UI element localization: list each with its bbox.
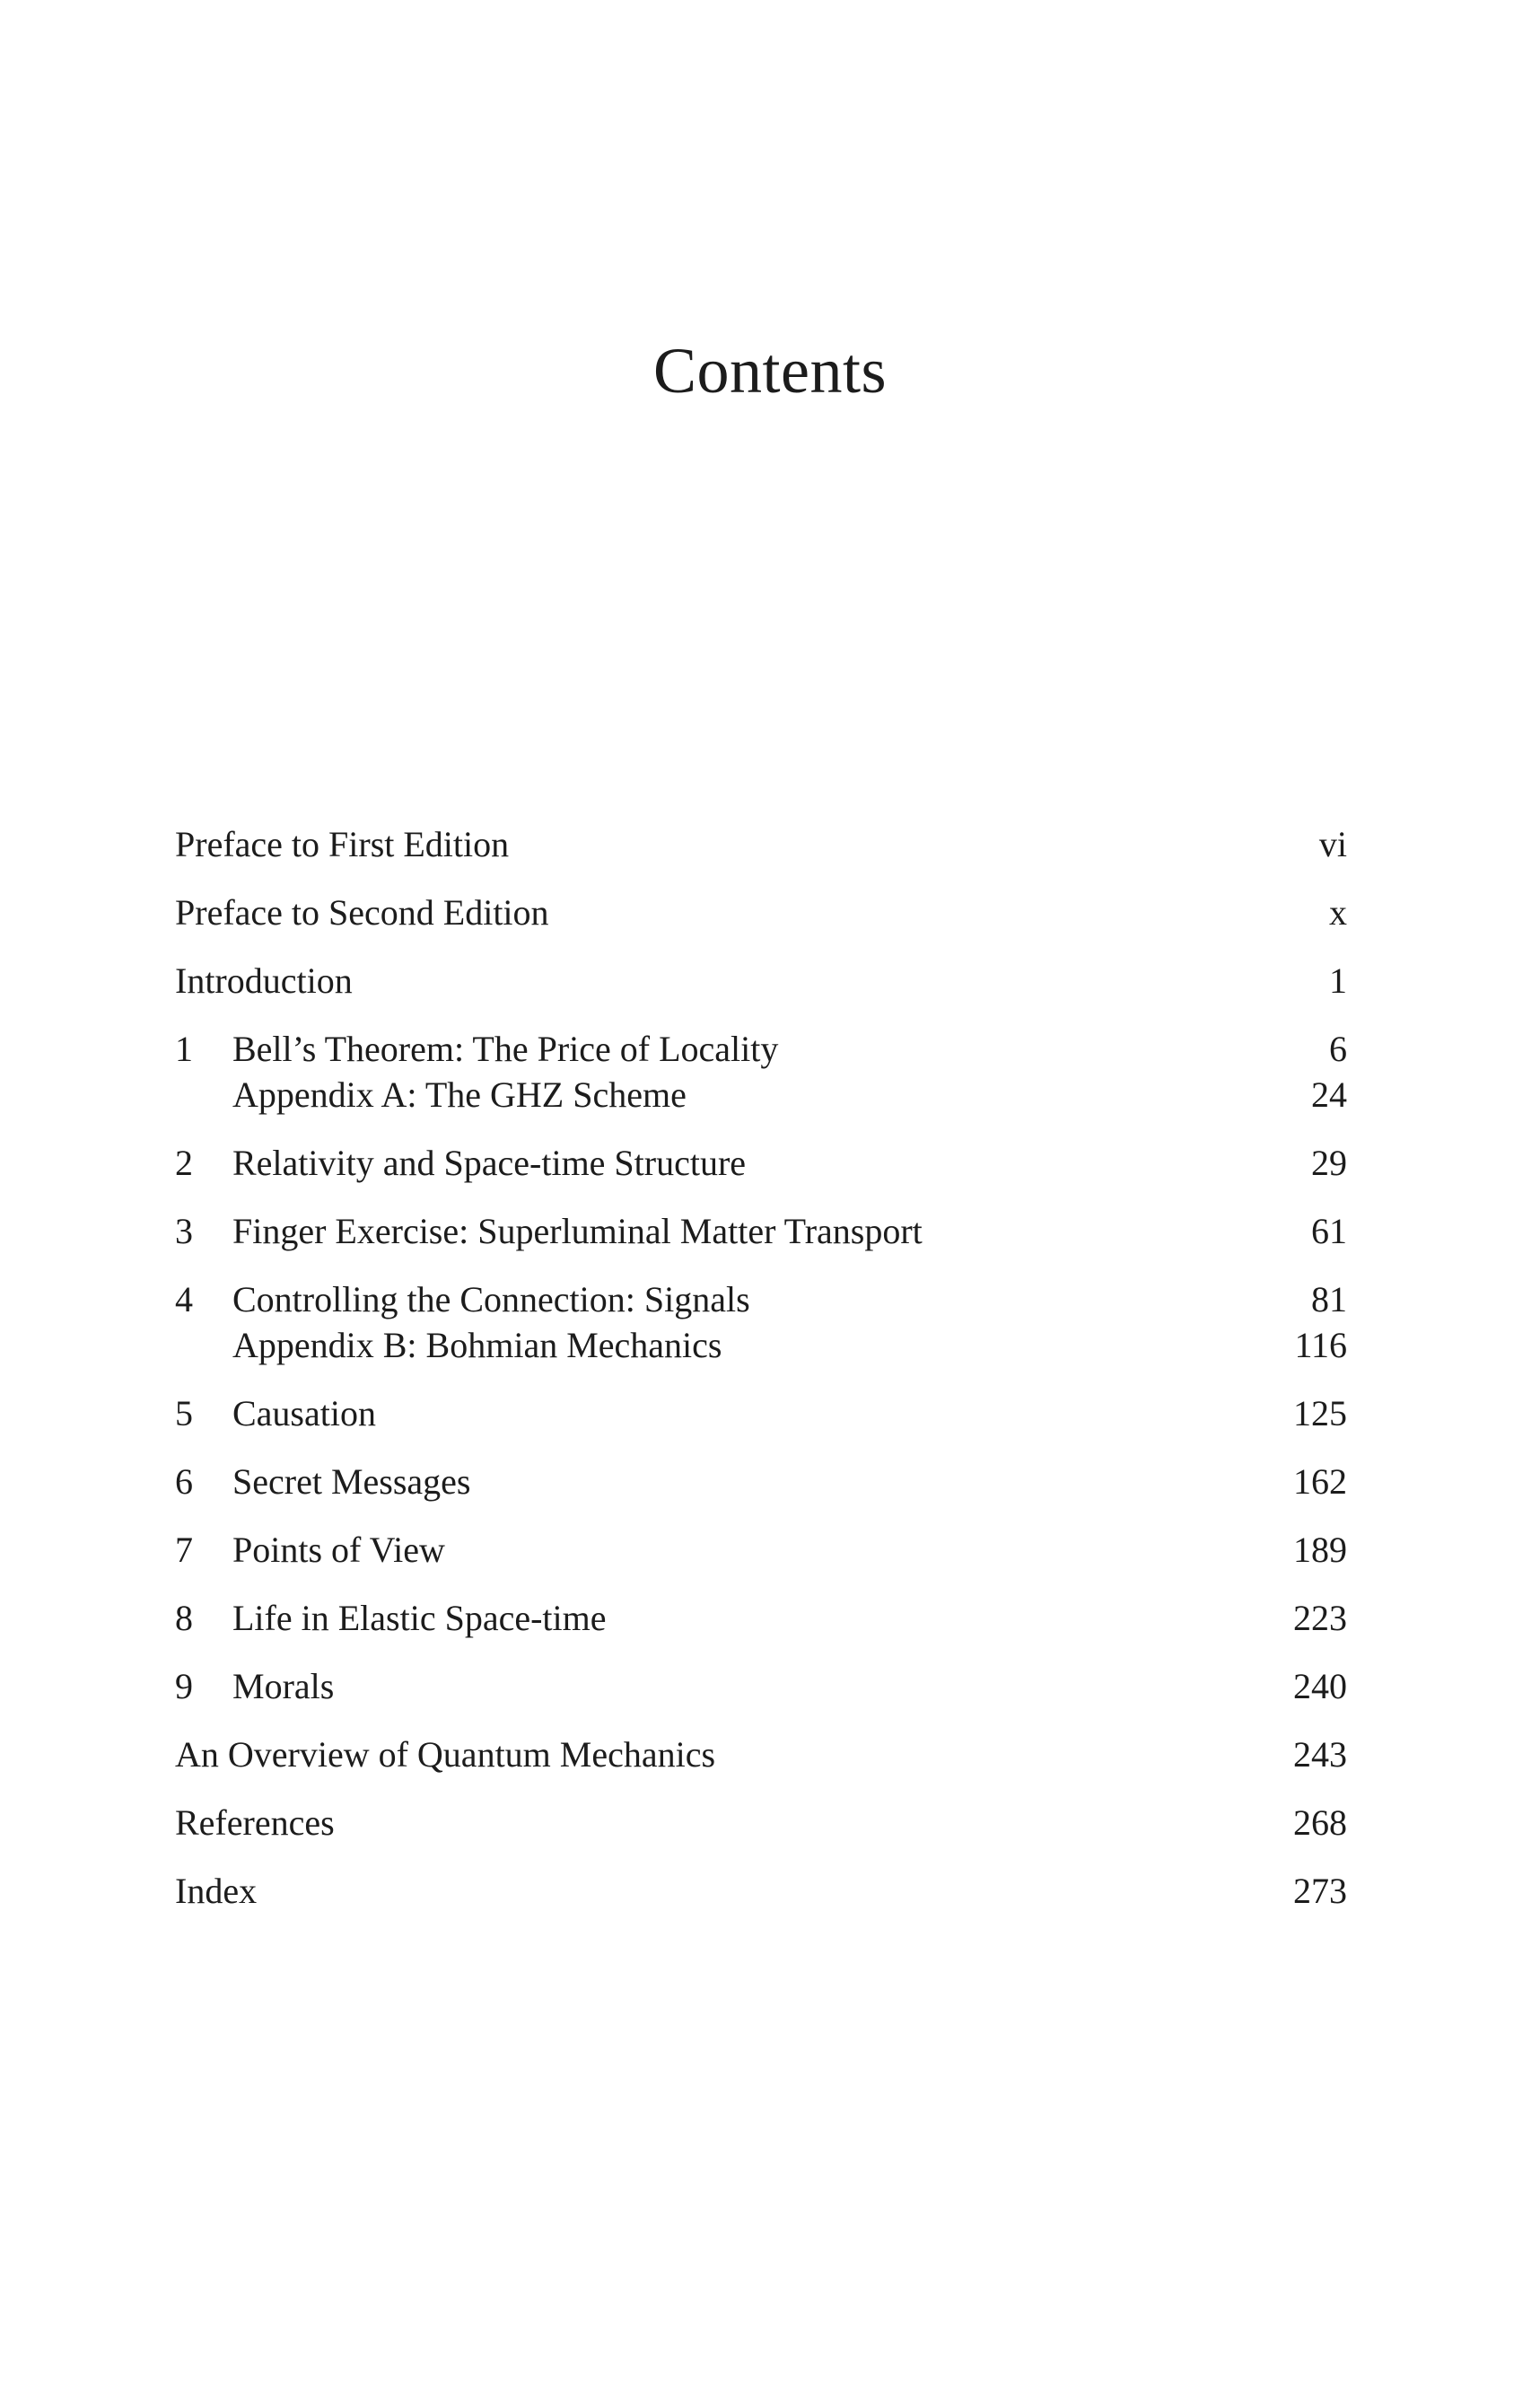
page-number: 116 — [1294, 1325, 1347, 1365]
entry-title: Points of View — [232, 1530, 445, 1570]
toc-entry-line — [175, 1026, 1347, 1072]
chapter-number: 3 — [175, 1211, 193, 1251]
toc-entry — [175, 821, 1347, 867]
toc-entry-line — [175, 1459, 1347, 1504]
page-number: 29 — [1311, 1143, 1347, 1183]
page-number: 81 — [1311, 1279, 1347, 1319]
toc-entry-line — [175, 1527, 1347, 1573]
entry-title: Causation — [232, 1393, 376, 1433]
page-number: 6 — [1329, 1029, 1347, 1069]
page-title: Contents — [652, 335, 887, 407]
entry-title: Bell’s Theorem: The Price of Locality — [232, 1029, 779, 1069]
toc-entry — [175, 1595, 1347, 1641]
page-number: x — [1329, 892, 1347, 933]
chapter-number: 4 — [175, 1279, 193, 1319]
chapter-number: 9 — [175, 1666, 193, 1706]
toc-entry — [175, 958, 1347, 1004]
toc-entry — [175, 1663, 1347, 1709]
toc-entry-line — [175, 1868, 1347, 1914]
toc-entry-line — [175, 890, 1347, 935]
chapter-number: 6 — [175, 1461, 193, 1502]
chapter-number: 1 — [175, 1029, 193, 1069]
chapter-number: 7 — [175, 1530, 193, 1570]
entry-title: Preface to First Edition — [175, 824, 510, 864]
entry-title: Morals — [232, 1666, 335, 1706]
entry-title: Secret Messages — [232, 1461, 471, 1502]
toc-entry — [175, 1527, 1347, 1573]
toc-entry-line — [175, 1731, 1347, 1777]
entry-title: An Overview of Quantum Mechanics — [175, 1734, 716, 1775]
toc-entry-line — [175, 1276, 1347, 1322]
chapter-number: 5 — [175, 1393, 193, 1433]
toc-subentry-line — [175, 1072, 1347, 1118]
toc-entry-line — [175, 821, 1347, 867]
toc-entry — [175, 1390, 1347, 1436]
toc-entry — [175, 1026, 1347, 1118]
toc-entry-line — [175, 1663, 1347, 1709]
entry-title: Preface to Second Edition — [175, 892, 549, 933]
entry-title: References — [175, 1802, 335, 1843]
toc-entry-line — [175, 1208, 1347, 1254]
entry-title: Controlling the Connection: Signals — [232, 1279, 750, 1319]
page-number: 223 — [1293, 1598, 1347, 1638]
toc-entry — [175, 1208, 1347, 1254]
page-number: 240 — [1293, 1666, 1347, 1706]
page-number: 189 — [1293, 1530, 1347, 1570]
entry-title: Relativity and Space-time Structure — [232, 1143, 747, 1183]
toc-entry-line — [175, 1140, 1347, 1186]
chapter-number: 8 — [175, 1598, 193, 1638]
page-number: 243 — [1293, 1734, 1347, 1775]
toc-entry-line — [175, 958, 1347, 1004]
page-number: 24 — [1311, 1074, 1347, 1115]
entry-title: Appendix B: Bohmian Mechanics — [232, 1325, 722, 1365]
toc-entry-line — [175, 1800, 1347, 1845]
page-number: 125 — [1293, 1393, 1347, 1433]
page-number: 61 — [1311, 1211, 1347, 1251]
entry-title: Appendix A: The GHZ Scheme — [232, 1074, 687, 1115]
toc-entry — [175, 1140, 1347, 1186]
page-number: 162 — [1293, 1461, 1347, 1502]
chapter-number: 2 — [175, 1143, 193, 1183]
page-number: 273 — [1293, 1871, 1347, 1911]
toc-entry — [175, 890, 1347, 935]
toc-entry-line — [175, 1595, 1347, 1641]
toc-entry — [175, 1800, 1347, 1845]
toc-entry — [175, 1459, 1347, 1504]
entry-title: Introduction — [175, 960, 353, 1001]
table-of-contents — [175, 821, 1347, 1936]
entry-title: Index — [175, 1871, 258, 1911]
entry-title: Finger Exercise: Superluminal Matter Transport — [232, 1211, 923, 1251]
entry-title: Life in Elastic Space-time — [232, 1598, 607, 1638]
page-number: vi — [1318, 824, 1347, 864]
toc-entry — [175, 1868, 1347, 1914]
toc-entry — [175, 1731, 1347, 1777]
toc-subentry-line — [175, 1322, 1347, 1368]
page-number: 268 — [1293, 1802, 1347, 1843]
page-number: 1 — [1329, 960, 1347, 1001]
toc-entry-line — [175, 1390, 1347, 1436]
toc-entry — [175, 1276, 1347, 1368]
